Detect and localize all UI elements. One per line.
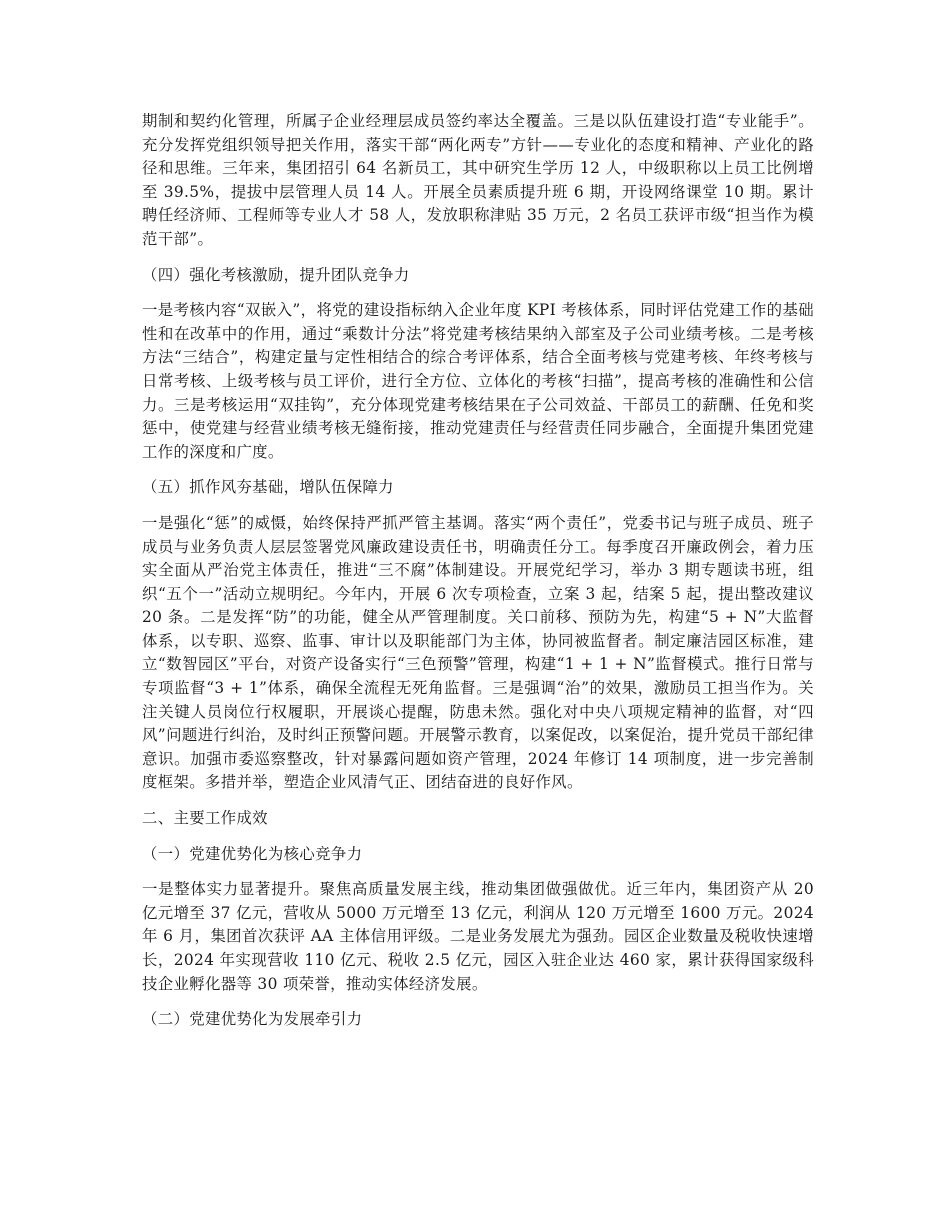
- paragraph-assessment: 一是考核内容“双嵌入”，将党的建设指标纳入企业年度 KPI 考核体系，同时评估党建工作的基础性和在改革中的作用，通过“乘数计分法”将党建考核结果纳入部室及子公司业绩考核。二是考核方法“三结合”，构建定量与定性相结合的综合考评体系，结合全面考核与党建考核、年终考核与日常考核、上级考核与员工评价，进行全方位、立体化的考核“扫描”，提高考核的准确性和公信力。三是考核运用“双挂钩”，充分体现党建考核结果在子公司效益、干部员工的薪酬、任免和奖惩中，使党建与经营业绩考核无缝衔接，推动党建责任与经营责任同步融合，全面提升集团党建工作的深度和广度。: [142, 301, 814, 461]
- heading-assessment-incentive: （四）强化考核激励，提升团队竞争力: [142, 265, 410, 284]
- heading-work-style: （五）抓作风夯基础，增队伍保障力: [142, 478, 394, 497]
- paragraph-team-building: 期制和契约化管理，所属子企业经理层成员签约率达全覆盖。三是以队伍建设打造“专业能手”。充分发挥党组织领导把关作用，落实干部“两化两专”方针——专业化的态度和精神、产业化的路径和思维。三年来，集团招引 64 名新员工，其中研究生学历 12 人，中级职称以上员工比例增至 39.5%，提拔中层管理人员 14 人。开展全员素质提升班 6 期，开设网络课堂 10 期。累计聘任经济师、工程师等专业人才 58 人，发放职称津贴 35 万元，2 名员工获评市级“担当作为模范干部”。: [142, 112, 814, 248]
- paragraph-core-competitiveness: 一是整体实力显著提升。聚焦高质量发展主线，推动集团做强做优。近三年内，集团资产从 20 亿元增至 37 亿元，营收从 5000 万元增至 13 亿元，利润从 120 万元增至 1600 万元。2024 年 6 月，集团首次获评 AA 主体信用评级。二是业务发展尤为强劲。园区企业数量及税收快速增长，2024 年实现营收 110 亿元、税收 2.5 亿元，园区入驻企业达 460 家，累计获得国家级科技企业孵化器等 30 项荣誉，推动实体经济发展。: [142, 880, 814, 993]
- paragraph-work-style: 一是强化“惩”的威慑，始终保持严抓严管主基调。落实“两个责任”，党委书记与班子成员、班子成员与业务负责人层层签署党风廉政建设责任书，明确责任分工。每季度召开廉政例会，着力压实全面从严治党主体责任，推进“三不腐”体制建设。开展党纪学习，举办 3 期专题读书班，组织“五个一”活动立规明纪。今年内，开展 6 次专项检查，立案 3 起，结案 5 起，提出整改建议 20 条。二是发挥“防”的功能，健全从严管理制度。关口前移、预防为先，构建“5 + N”大监督体系，以专职、巡察、监事、审计以及职能部门为主体，协同被监督者。制定廉洁园区标准，建立“数智园区”平台，对资产设备实行“三色预警”管理，构建“1 + 1 + N”监督模式。推行日常与专项监督“3 + 1”体系，确保全流程无死角监督。三是强调“治”的效果，激励员工担当作为。关注关键人员岗位行权履职，开展谈心提醒，防患未然。强化对中央八项规定精神的监督，对“四风”问题进行纠治，及时纠正预警问题。开展警示教育，以案促改，以案促治，提升党员干部纪律意识。加强市委巡察整改，针对暴露问题如资产管理，2024 年修订 14 项制度，进一步完善制度框架。多措并举，塑造企业风清气正、团结奋进的良好作风。: [142, 513, 814, 792]
- heading-main-achievements: 二、主要工作成效: [142, 809, 268, 828]
- heading-core-competitiveness: （一）党建优势化为核心竞争力: [142, 844, 363, 863]
- document-page: [142, 110, 814, 1044]
- heading-development-traction: （二）党建优势化为发展牵引力: [142, 1010, 363, 1029]
